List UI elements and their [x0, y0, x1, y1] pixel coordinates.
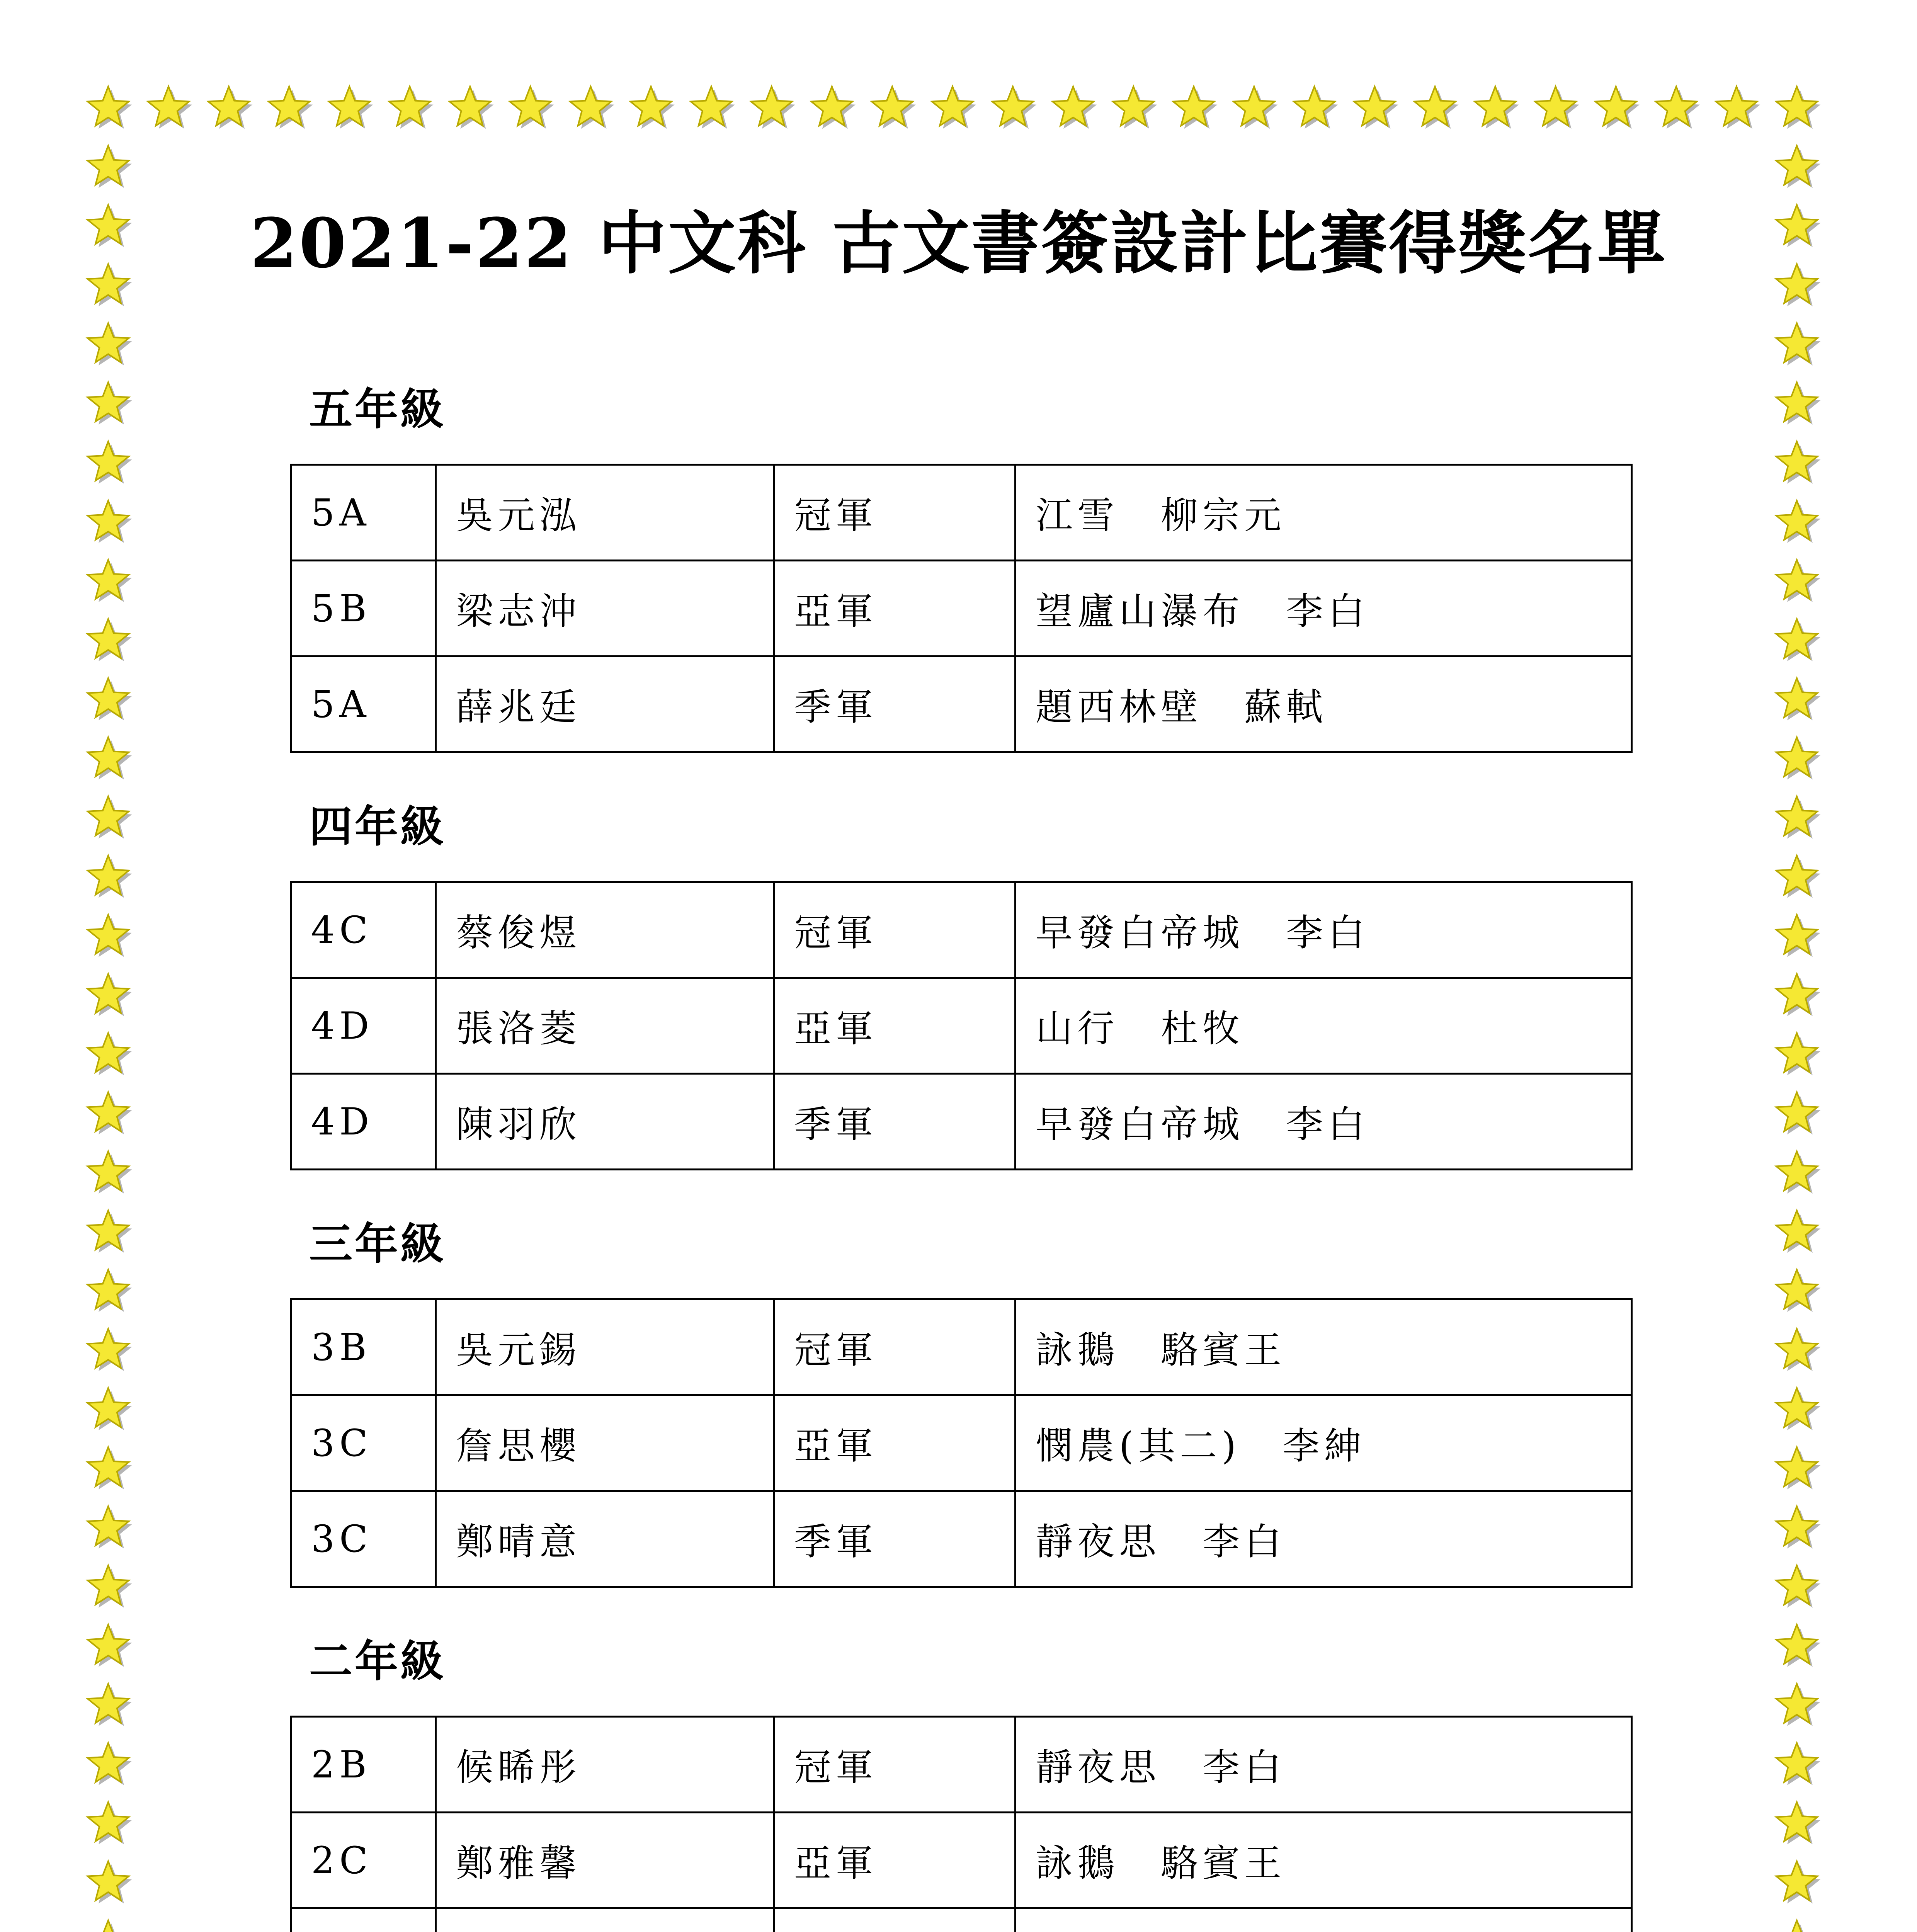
poem-cell: 江雪 柳宗元: [1015, 465, 1632, 561]
name-cell: 陳羽欣: [436, 1074, 774, 1170]
award-cell: [774, 1908, 1015, 1932]
award-cell: 冠軍: [774, 1717, 1015, 1813]
award-table: [290, 881, 1633, 1170]
star-icon: [88, 1920, 129, 1932]
class-cell: [291, 1908, 436, 1932]
name-cell: 吳元錫: [436, 1299, 774, 1395]
poem-cell: 早發白帝城 李白: [1015, 1074, 1632, 1170]
page-title: 2021-22 中文科 古文書簽設計比賽得獎名單: [250, 203, 1667, 283]
poem-cell: 憫農(其二) 李紳: [1015, 1395, 1632, 1491]
award-table: [290, 464, 1633, 753]
class-cell: 5A: [291, 656, 436, 752]
poem-cell: 詠鵝 駱賓王: [1015, 1813, 1632, 1908]
name-cell: 鄭雅馨: [436, 1813, 774, 1908]
class-cell: 4D: [291, 1074, 436, 1170]
poem-cell: 詠鵝 駱賓王: [1015, 1299, 1632, 1395]
grade-heading: 五年級: [309, 384, 446, 435]
award-table: [290, 1716, 1633, 1932]
poem-cell: 題西林壁 蘇軾: [1015, 656, 1632, 752]
award-cell: 亞軍: [774, 561, 1015, 656]
section-grade-5: [290, 383, 1631, 753]
section-grade-3: [290, 1217, 1631, 1588]
award-table: [290, 1298, 1633, 1588]
poem-cell: 望廬山瀑布 李白: [1015, 561, 1632, 656]
table-row: [291, 1908, 1632, 1932]
poem-cell: [1015, 1908, 1632, 1932]
table-row: [291, 978, 1632, 1074]
class-cell: 5A: [291, 465, 436, 561]
class-cell: 2B: [291, 1717, 436, 1813]
class-cell: 3B: [291, 1299, 436, 1395]
name-cell: 梁志沖: [436, 561, 774, 656]
section-grade-2: [290, 1634, 1631, 1932]
section-grade-4: [290, 800, 1631, 1170]
class-cell: 2C: [291, 1813, 436, 1908]
table-row: [291, 882, 1632, 978]
class-cell: 5B: [291, 561, 436, 656]
table-row: [291, 465, 1632, 561]
grade-heading: 二年級: [309, 1636, 446, 1687]
name-cell: [436, 1908, 774, 1932]
table-row: [291, 1074, 1632, 1170]
table-row: [291, 1395, 1632, 1491]
name-cell: 薛兆廷: [436, 656, 774, 752]
grade-heading: 四年級: [309, 801, 446, 852]
award-cell: 冠軍: [774, 465, 1015, 561]
award-cell: 亞軍: [774, 1395, 1015, 1491]
name-cell: 詹思櫻: [436, 1395, 774, 1491]
class-cell: 3C: [291, 1491, 436, 1587]
award-cell: 季軍: [774, 1074, 1015, 1170]
class-cell: 3C: [291, 1395, 436, 1491]
name-cell: 鄭晴意: [436, 1491, 774, 1587]
name-cell: 蔡俊煜: [436, 882, 774, 978]
grade-heading: 三年級: [309, 1219, 446, 1269]
poem-cell: 山行 杜牧: [1015, 978, 1632, 1074]
star-icon: [1776, 1920, 1818, 1932]
award-cell: 亞軍: [774, 1813, 1015, 1908]
class-cell: 4C: [291, 882, 436, 978]
poem-cell: 靜夜思 李白: [1015, 1491, 1632, 1587]
table-row: [291, 1813, 1632, 1908]
table-row: [291, 1717, 1632, 1813]
table-row: [291, 656, 1632, 752]
table-row: [291, 1299, 1632, 1395]
name-cell: 張洛菱: [436, 978, 774, 1074]
award-cell: 亞軍: [774, 978, 1015, 1074]
award-cell: 季軍: [774, 656, 1015, 752]
table-row: [291, 1491, 1632, 1587]
award-cell: 季軍: [774, 1491, 1015, 1587]
name-cell: 吳元泓: [436, 465, 774, 561]
name-cell: 候睎彤: [436, 1717, 774, 1813]
table-row: [291, 561, 1632, 656]
award-cell: 冠軍: [774, 882, 1015, 978]
poem-cell: 早發白帝城 李白: [1015, 882, 1632, 978]
award-cell: 冠軍: [774, 1299, 1015, 1395]
class-cell: 4D: [291, 978, 436, 1074]
poem-cell: 靜夜思 李白: [1015, 1717, 1632, 1813]
